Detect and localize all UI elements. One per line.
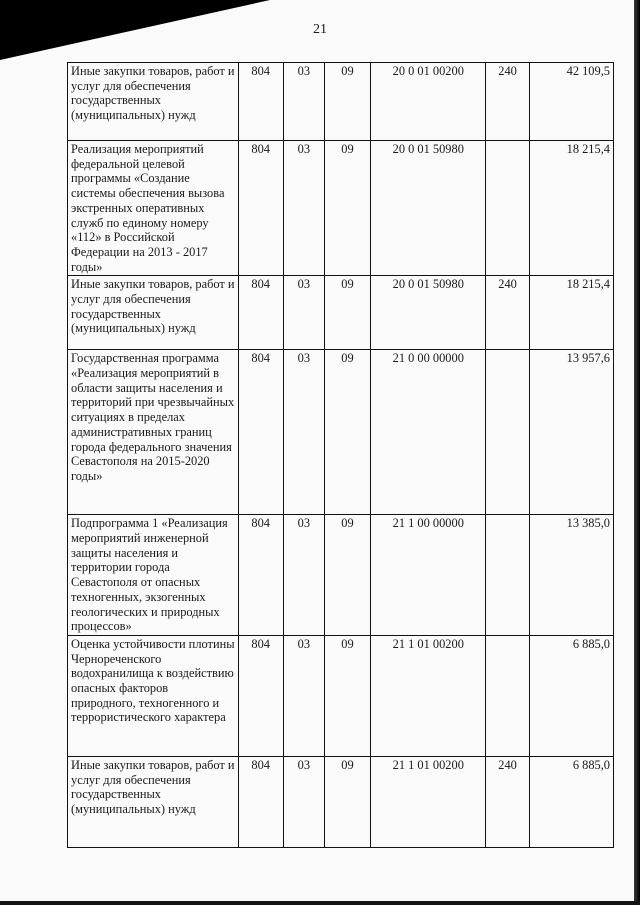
row-expense-type: [486, 635, 529, 756]
row-expense-type: 240: [486, 63, 529, 141]
table-row: [68, 756, 614, 847]
row-section-code: 03: [283, 141, 324, 276]
row-gr-code: 804: [238, 350, 283, 515]
row-section-code: 03: [283, 276, 324, 350]
row-expense-type: [486, 350, 529, 515]
row-target-article: 21 1 01 00200: [371, 756, 486, 847]
row-amount: 18 215,4: [529, 141, 613, 276]
row-name: Иные закупки товаров, работ и услуг для обеспечения государственных (муниципальных) нужд: [68, 276, 239, 350]
row-expense-type: 240: [486, 756, 529, 847]
row-subsection-code: 09: [324, 756, 370, 847]
row-name: Подпрограмма 1 «Реализация мероприятий инженерной защиты населения и территории города Севастополя от опасных техногенных, экзогенных геологических и природных процессов»: [68, 515, 239, 636]
row-expense-type: [486, 141, 529, 276]
row-amount: 18 215,4: [529, 276, 613, 350]
table-row: [68, 141, 614, 276]
table-row: [68, 63, 614, 141]
row-name: Государственная программа «Реализация мероприятий в области защиты населения и территорий при чрезвычайных ситуациях в пределах административных границ города федерального значения Севастополя на 2015-2020 годы»: [68, 350, 239, 515]
row-subsection-code: 09: [324, 635, 370, 756]
table-row: [68, 276, 614, 350]
row-expense-type: 240: [486, 276, 529, 350]
row-subsection-code: 09: [324, 63, 370, 141]
row-section-code: 03: [283, 635, 324, 756]
row-amount: 6 885,0: [529, 756, 613, 847]
row-name: Иные закупки товаров, работ и услуг для обеспечения государственных (муниципальных) нужд: [68, 756, 239, 847]
row-subsection-code: 09: [324, 141, 370, 276]
row-subsection-code: 09: [324, 350, 370, 515]
row-expense-type: [486, 515, 529, 636]
budget-table: [67, 62, 614, 848]
row-target-article: 21 0 00 00000: [371, 350, 486, 515]
table-row: [68, 635, 614, 756]
row-gr-code: 804: [238, 141, 283, 276]
row-gr-code: 804: [238, 635, 283, 756]
row-amount: 42 109,5: [529, 63, 613, 141]
row-section-code: 03: [283, 515, 324, 636]
row-section-code: 03: [283, 63, 324, 141]
row-amount: 13 385,0: [529, 515, 613, 636]
row-gr-code: 804: [238, 756, 283, 847]
row-section-code: 03: [283, 756, 324, 847]
table-row: [68, 515, 614, 636]
row-name: Иные закупки товаров, работ и услуг для обеспечения государственных (муниципальных) нужд: [68, 63, 239, 141]
row-name: Реализация мероприятий федеральной целевой программы «Создание системы обеспечения вызова экстренных оперативных служб по единому номеру «112» в Российской Федерации на 2013 - 2017 годы»: [68, 141, 239, 276]
row-name: Оценка устойчивости плотины Чернореченского водохранилища к воздействию опасных факторов природного, техногенного и террористического характера: [68, 635, 239, 756]
row-target-article: 21 1 00 00000: [371, 515, 486, 636]
table-row: [68, 350, 614, 515]
row-subsection-code: 09: [324, 515, 370, 636]
row-subsection-code: 09: [324, 276, 370, 350]
row-target-article: 21 1 01 00200: [371, 635, 486, 756]
row-gr-code: 804: [238, 276, 283, 350]
scan-dark-edge-right: [634, 0, 640, 905]
row-gr-code: 804: [238, 63, 283, 141]
row-amount: 13 957,6: [529, 350, 613, 515]
page-number: 21: [313, 22, 327, 37]
row-target-article: 20 0 01 50980: [371, 276, 486, 350]
row-target-article: 20 0 01 50980: [371, 141, 486, 276]
scan-dark-edge-bottom: [0, 901, 640, 905]
row-target-article: 20 0 01 00200: [371, 63, 486, 141]
row-gr-code: 804: [238, 515, 283, 636]
row-amount: 6 885,0: [529, 635, 613, 756]
row-section-code: 03: [283, 350, 324, 515]
